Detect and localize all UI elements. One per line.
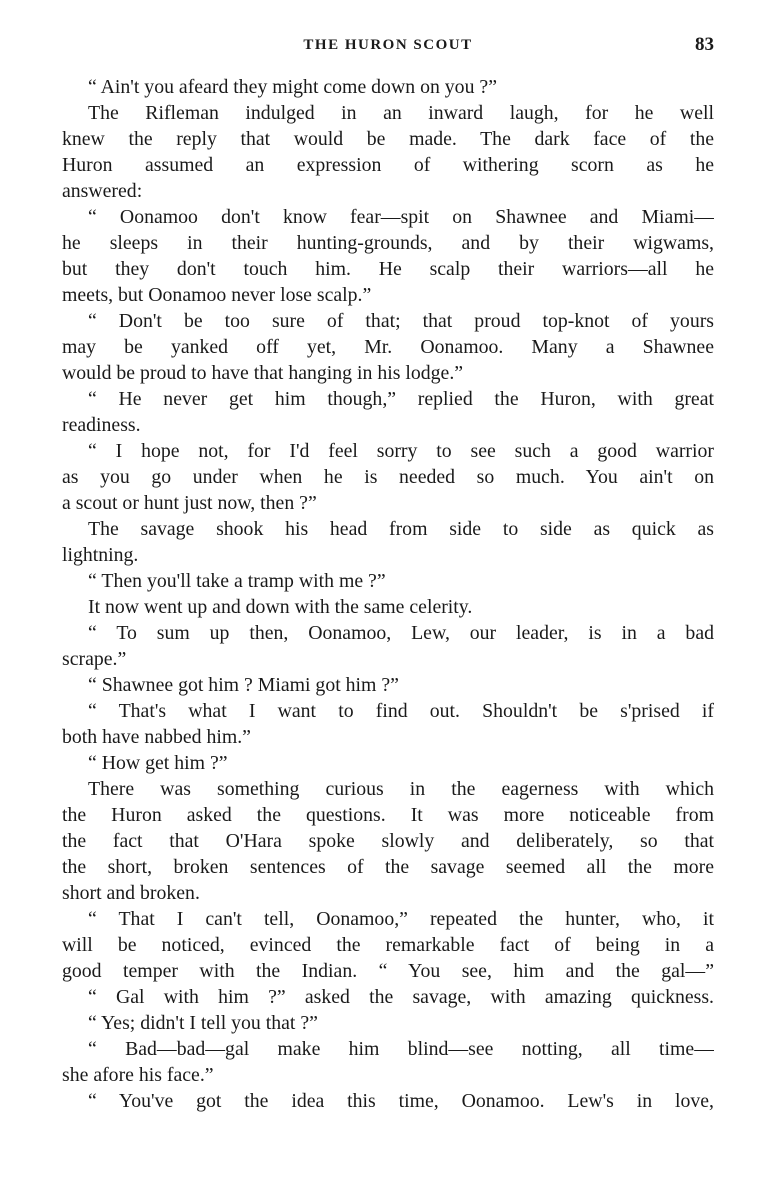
text-line: as you go under when he is needed so much. You ain't on <box>62 466 714 488</box>
text-line: “ That's what I want to find out. Shouldn't be s'prised if <box>88 700 714 722</box>
text-line: “ How get him ?” <box>88 752 228 774</box>
text-line: The savage shook his head from side to side as quick as <box>88 518 714 540</box>
text-line: but they don't touch him. He scalp their warriors—all he <box>62 258 714 280</box>
running-head: THE HURON SCOUT <box>303 37 473 53</box>
text-line: answered: <box>62 180 143 202</box>
text-line: lightning. <box>62 544 139 566</box>
text-line: There was something curious in the eagerness with which <box>88 778 714 800</box>
text-line: good temper with the Indian. “ You see, him and the gal—” <box>62 960 714 982</box>
text-line: The Rifleman indulged in an inward laugh, for he well <box>88 102 714 124</box>
body-text <box>62 74 714 1114</box>
text-line: “ Then you'll take a tramp with me ?” <box>88 570 386 592</box>
text-line: she afore his face.” <box>62 1064 214 1086</box>
text-line: “ I hope not, for I'd feel sorry to see such a good warrior <box>88 440 714 462</box>
text-line: knew the reply that would be made. The dark face of the <box>62 128 714 150</box>
text-line: would be proud to have that hanging in his lodge.” <box>62 362 464 384</box>
text-line: the Huron asked the questions. It was more noticeable from <box>62 804 714 826</box>
text-line: will be noticed, evinced the remarkable fact of being in a <box>62 934 714 956</box>
text-line: short and broken. <box>62 882 200 904</box>
text-line: “ Don't be too sure of that; that proud top-knot of yours <box>88 310 714 332</box>
text-line: “ Bad—bad—gal make him blind—see notting, all time— <box>88 1038 714 1060</box>
text-line: “ That I can't tell, Oonamoo,” repeated the hunter, who, it <box>88 908 714 930</box>
text-line: both have nabbed him.” <box>62 726 251 748</box>
text-line: It now went up and down with the same celerity. <box>88 596 473 618</box>
text-line: the short, broken sentences of the savage seemed all the more <box>62 856 714 878</box>
text-line: he sleeps in their hunting-grounds, and by their wigwams, <box>62 232 714 254</box>
page-number: 83 <box>695 34 714 55</box>
text-line: “ You've got the idea this time, Oonamoo. Lew's in love, <box>88 1090 714 1112</box>
text-line: “ He never get him though,” replied the Huron, with great <box>88 388 714 410</box>
text-line: a scout or hunt just now, then ?” <box>62 492 317 514</box>
text-line: “ Shawnee got him ? Miami got him ?” <box>88 674 399 696</box>
text-line: “ Oonamoo don't know fear—spit on Shawnee and Miami— <box>88 206 714 228</box>
text-line: readiness. <box>62 414 141 436</box>
text-line: “ Ain't you afeard they might come down on you ?” <box>88 76 497 98</box>
text-line: scrape.” <box>62 648 127 670</box>
page-header <box>62 34 714 59</box>
text-line: “ Yes; didn't I tell you that ?” <box>88 1012 318 1034</box>
text-line: “ Gal with him ?” asked the savage, with amazing quickness. <box>88 986 714 1008</box>
text-line: may be yanked off yet, Mr. Oonamoo. Many a Shawnee <box>62 336 714 358</box>
text-line: meets, but Oonamoo never lose scalp.” <box>62 284 372 306</box>
text-line: “ To sum up then, Oonamoo, Lew, our leader, is in a bad <box>88 622 714 644</box>
text-line: the fact that O'Hara spoke slowly and deliberately, so that <box>62 830 714 852</box>
text-line: Huron assumed an expression of withering scorn as he <box>62 154 714 176</box>
